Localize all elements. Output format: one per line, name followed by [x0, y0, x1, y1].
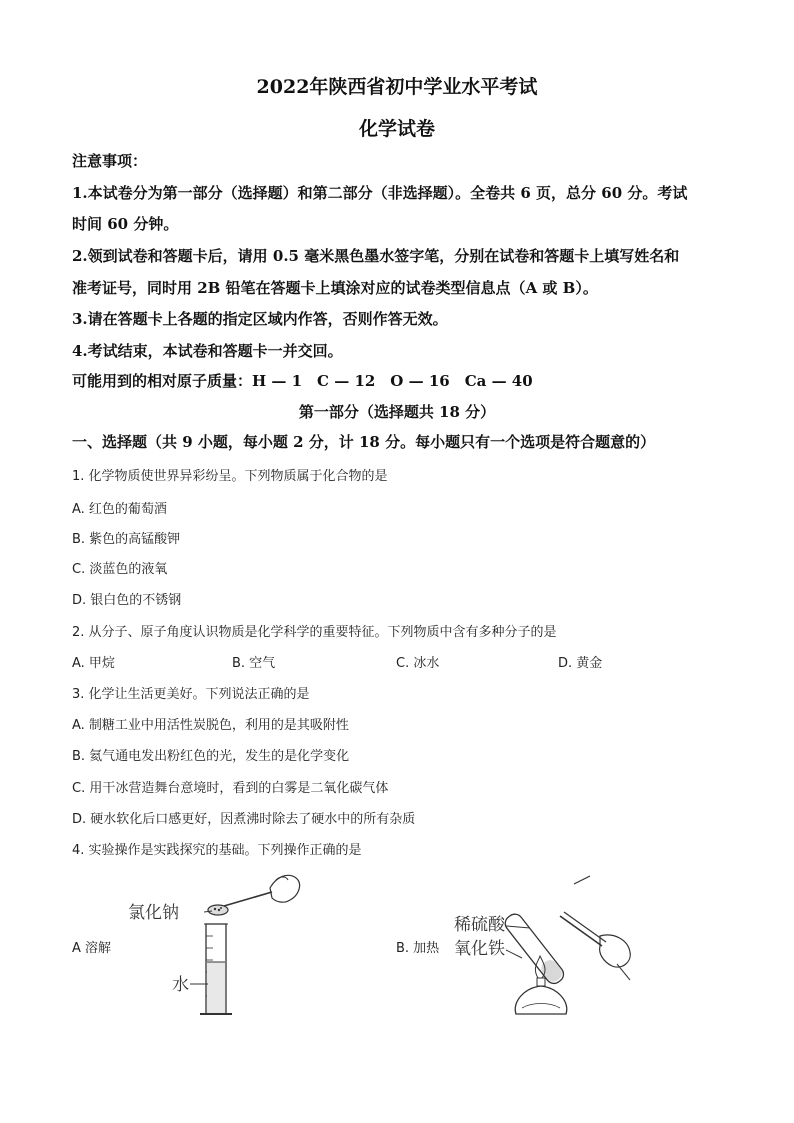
notice-line: 时间 60 分钟。 [72, 215, 179, 233]
q3-option-b[interactable]: B. 氦气通电发出粉红色的光，发生的是化学变化 [72, 749, 350, 764]
q2-option-b[interactable]: B. 空气 [232, 656, 276, 671]
q4-stem: 4. 实验操作是实践探究的基础。下列操作正确的是 [72, 843, 362, 858]
q1-option-d[interactable]: D. 银白色的不锈钢 [72, 593, 182, 608]
q2-option-a[interactable]: A. 甲烷 [72, 656, 115, 671]
part1-title: 第一部分（选择题共 18 分） [298, 403, 496, 421]
notice-line: 准考证号，同时用 2B 铅笔在答题卡上填涂对应的试卷类型信息点（A 或 B）。 [72, 279, 598, 297]
notice-heading: 注意事项： [72, 152, 148, 170]
q1-stem: 1. 化学物质使世界异彩纷呈。下列物质属于化合物的是 [72, 469, 388, 484]
q1-option-a[interactable]: A. 红色的葡萄酒 [72, 502, 167, 517]
atomic-masses: 可能用到的相对原子质量：H — 1 C — 12 O — 16 Ca — 40 [72, 372, 533, 390]
test-tube-holder-icon [560, 916, 602, 946]
q1-option-c[interactable]: C. 淡蓝色的液氧 [72, 562, 168, 577]
q2-stem: 2. 从分子、原子角度认识物质是化学科学的重要特征。下列物质中含有多种分子的是 [72, 625, 557, 640]
q3-option-a[interactable]: A. 制糖工业中用活性炭脱色，利用的是其吸附性 [72, 718, 349, 733]
figure-heating [452, 866, 642, 1026]
q2-option-d[interactable]: D. 黄金 [558, 656, 603, 671]
label-dilute-sulfuric-acid: 稀硫酸 [454, 915, 505, 935]
q4-option-b[interactable]: B. 加热 [396, 941, 440, 956]
notice-line: 4.考试结束，本试卷和答题卡一并交回。 [72, 342, 343, 360]
q3-stem: 3. 化学让生活更美好。下列说法正确的是 [72, 687, 310, 702]
figure-dissolve [120, 866, 320, 1026]
q1-option-b[interactable]: B. 紫色的高锰酸钾 [72, 532, 181, 547]
q3-option-c[interactable]: C. 用干冰营造舞台意境时，看到的白雾是二氧化碳气体 [72, 781, 389, 796]
section-heading: 一、选择题（共 9 小题，每小题 2 分，计 18 分。每小题只有一个选项是符合题意的） [72, 433, 656, 451]
exam-subtitle: 化学试卷 [358, 118, 435, 140]
notice-line: 2.领到试卷和答题卡后，请用 0.5 毫米黑色墨水签字笔，分别在试卷和答题卡上填写姓名和 [72, 247, 680, 265]
q3-option-d[interactable]: D. 硬水软化后口感更好，因煮沸时除去了硬水中的所有杂质 [72, 812, 416, 827]
notice-line: 3.请在答题卡上各题的指定区域内作答，否则作答无效。 [72, 310, 448, 328]
q4-option-a[interactable]: A 溶解 [72, 941, 112, 956]
hand-icon [600, 935, 631, 967]
label-sodium-chloride: 氯化钠 [128, 903, 179, 923]
label-water: 水 [172, 975, 189, 995]
label-iron-oxide: 氧化铁 [454, 939, 505, 959]
hand-icon [270, 875, 300, 902]
notice-line: 1.本试卷分为第一部分（选择题）和第二部分（非选择题）。全卷共 6 页，总分 60 分。考试 [72, 184, 688, 202]
q2-option-c[interactable]: C. 冰水 [396, 656, 440, 671]
spoon-icon [224, 892, 272, 906]
alcohol-lamp-icon [515, 986, 567, 1014]
exam-title: 2022年陕西省初中学业水平考试 [256, 76, 538, 98]
